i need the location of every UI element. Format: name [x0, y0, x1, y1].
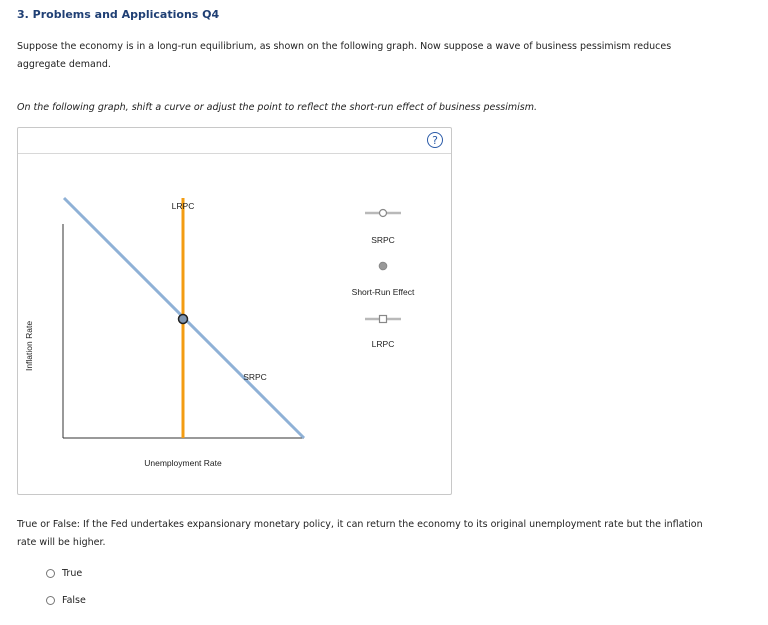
option-false[interactable]	[46, 595, 86, 606]
true-false-question: True or False: If the Fed undertakes expansionary monetary policy, it can return the economy to its original unemployment rate but the inflation rate will be higher.	[17, 519, 703, 548]
palette-srpc-label: SRPC	[371, 235, 395, 245]
graph-toolbar	[18, 128, 451, 154]
graph-panel	[17, 127, 452, 495]
radio-false[interactable]	[46, 596, 55, 605]
palette-lrpc-tool[interactable]	[365, 316, 401, 350]
option-true-label: True	[62, 568, 83, 579]
phillips-curve-graph[interactable]	[18, 154, 451, 494]
palette-short-run-effect-tool[interactable]	[352, 262, 415, 297]
question-title: 3. Problems and Applications Q4	[17, 8, 220, 21]
help-icon[interactable]: ?	[427, 132, 443, 148]
palette-short-run-effect-label: Short-Run Effect	[351, 287, 415, 297]
x-axis-label: Unemployment Rate	[144, 458, 222, 468]
palette-lrpc-label: LRPC	[371, 339, 395, 349]
srpc-line-tool-icon[interactable]	[365, 210, 401, 217]
lrpc-line-tool-icon[interactable]	[365, 316, 401, 323]
scenario-text: Suppose the economy is in a long-run equilibrium, as shown on the following graph. Now suppose a wave of business pessimism reduces aggregate demand.	[17, 41, 672, 70]
lrpc-label: LRPC	[171, 201, 195, 211]
graph-instruction: On the following graph, shift a curve or adjust the point to reflect the short-run effect of business pessimism.	[17, 102, 538, 113]
radio-true[interactable]	[46, 569, 55, 578]
y-axis-label: Inflation Rate	[24, 320, 34, 372]
srpc-label: SRPC	[243, 372, 267, 382]
option-false-label: False	[62, 595, 86, 606]
option-true[interactable]	[46, 568, 82, 579]
palette-srpc-tool[interactable]	[365, 210, 401, 246]
point-tool-icon[interactable]	[379, 262, 387, 270]
equilibrium-point[interactable]	[179, 315, 188, 324]
